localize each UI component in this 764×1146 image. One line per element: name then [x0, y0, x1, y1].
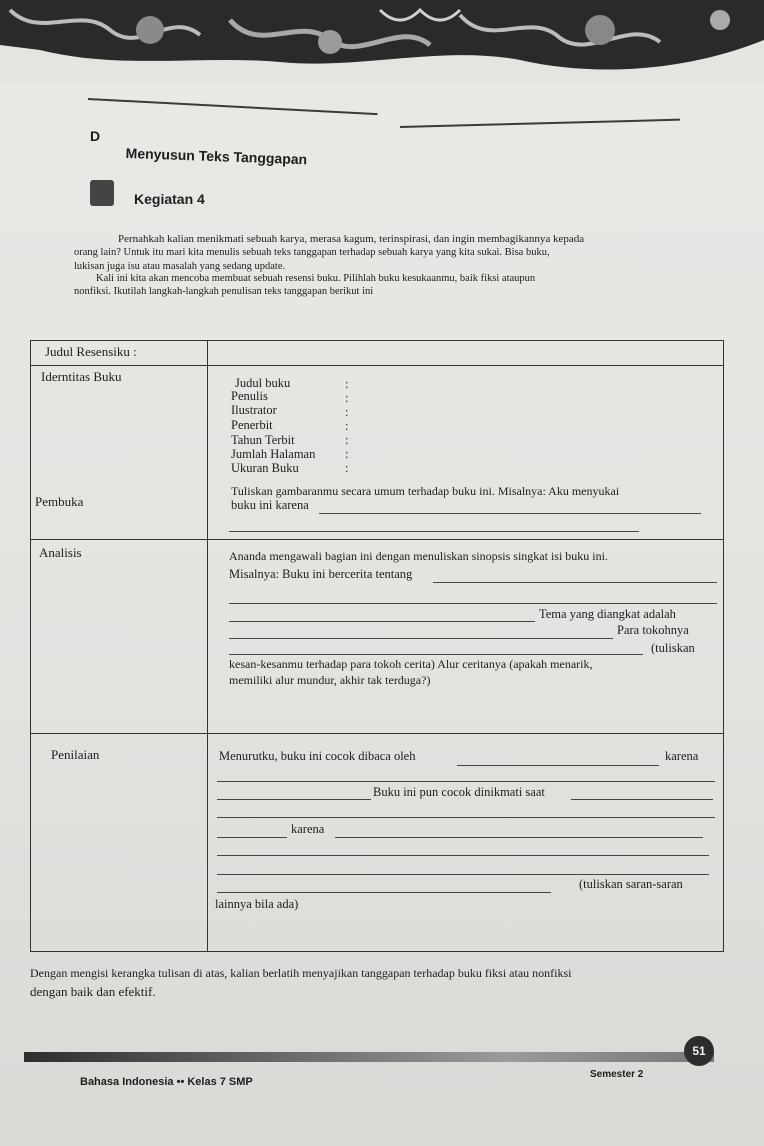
field-ukuran-buku: Ukuran Buku	[231, 461, 299, 475]
intro-line: lukisan juga isu atau masalah yang sedang update.	[74, 261, 286, 272]
blank-line	[229, 621, 535, 622]
blank-line	[217, 837, 287, 838]
analisis-line: Ananda mengawali bagian ini dengan menuliskan sinopsis singkat isi buku ini.	[229, 549, 608, 563]
intro-line: Kali ini kita akan mencoba membuat sebuah resensi buku. Pilihlah buku kesukaanmu, baik fiksi ataupun	[96, 273, 536, 284]
blank-line	[217, 855, 709, 856]
blank-line	[229, 603, 717, 604]
section-title: Menyusun Teks Tanggapan	[125, 145, 308, 168]
pembuka-label: Pembuka	[35, 494, 84, 509]
pembuka-line: Tuliskan gambaranmu secara umum terhadap buku ini. Misalnya: Aku menyukai	[231, 484, 620, 498]
intro-line: orang lain? Untuk itu mari kita menulis sebuah teks tanggapan terhadap sebuah karya yang kita sukai. Bisa buku,	[74, 247, 550, 258]
footer-band	[24, 1052, 714, 1062]
footer-book-title: Bahasa Indonesia •• Kelas 7 SMP	[80, 1076, 253, 1088]
section-letter: D	[90, 128, 101, 144]
blank-line	[229, 531, 639, 532]
field-separator: :	[345, 377, 349, 391]
identitas-label: Iderntitas Buku	[41, 369, 122, 384]
batik-banner-decoration	[0, 0, 764, 82]
judul-label: Judul Resensiku :	[45, 344, 137, 359]
pembuka-line: buku ini karena	[231, 498, 309, 512]
intro-line: Pernahkah kalian menikmati sebuah karya, merasa kagum, terinspirasi, dan ingin membagikannya kepada	[118, 233, 585, 245]
intro-line: nonfiksi. Ikutilah langkah-langkah penulisan teks tanggapan berikut ini	[74, 286, 374, 297]
analisis-line: Tema yang diangkat adalah	[539, 607, 676, 621]
footer-semester: Semester 2	[590, 1069, 644, 1080]
penilaian-line: karena	[665, 749, 699, 763]
penilaian-line: Menurutku, buku ini cocok dibaca oleh	[219, 749, 416, 763]
blank-line	[217, 799, 371, 800]
field-separator: :	[345, 405, 349, 419]
field-separator: :	[345, 391, 349, 405]
analisis-line: Para tokohnya	[617, 623, 689, 637]
field-separator: :	[345, 461, 349, 475]
activity-title: Kegiatan 4	[134, 191, 205, 207]
blank-line	[571, 799, 713, 800]
field-separator: :	[345, 447, 349, 461]
analisis-line: (tuliskan	[651, 641, 695, 655]
closing-line: Dengan mengisi kerangka tulisan di atas, kalian berlatih menyajikan tanggapan terhadap buku fiksi atau nonfiksi	[30, 966, 572, 980]
field-judul-buku: Judul buku	[235, 376, 291, 390]
penilaian-line: karena	[291, 822, 325, 836]
blank-line	[217, 892, 551, 893]
field-separator: :	[345, 433, 349, 447]
section-rule	[88, 98, 378, 115]
penilaian-line: (tuliskan saran-saran	[579, 877, 683, 891]
blank-line	[433, 582, 717, 583]
analisis-line: memiliki alur mundur, akhir tak terduga?)	[229, 673, 431, 687]
blank-line	[229, 638, 613, 639]
penilaian-label: Penilaian	[51, 747, 100, 762]
row-divider	[31, 539, 723, 540]
row-divider	[31, 733, 723, 734]
field-ilustrator: Ilustrator	[231, 403, 277, 417]
field-penulis: Penulis	[231, 389, 268, 403]
blank-line	[217, 874, 709, 875]
analisis-line: Misalnya: Buku ini bercerita tentang	[229, 567, 413, 581]
field-tahun-terbit: Tahun Terbit	[231, 433, 295, 447]
blank-line	[217, 817, 715, 818]
activity-book-icon	[90, 180, 114, 206]
blank-line	[335, 837, 703, 838]
review-table	[30, 340, 724, 952]
row-divider	[31, 365, 723, 366]
page-number: 51	[684, 1036, 714, 1066]
analisis-line: kesan-kesanmu terhadap para tokoh cerita) Alur ceritanya (apakah menarik,	[229, 657, 593, 671]
field-jumlah-halaman: Jumlah Halaman	[231, 447, 316, 461]
field-separator: :	[345, 419, 349, 433]
blank-line	[457, 765, 659, 766]
penilaian-line: lainnya bila ada)	[215, 897, 299, 911]
section-rule-right	[400, 119, 680, 128]
column-divider	[207, 341, 208, 951]
closing-line: dengan baik dan efektif.	[30, 984, 156, 999]
penilaian-line: Buku ini pun cocok dinikmati saat	[373, 785, 545, 799]
analisis-label: Analisis	[39, 545, 82, 560]
blank-line	[319, 513, 701, 514]
blank-line	[229, 654, 643, 655]
field-penerbit: Penerbit	[231, 418, 273, 432]
blank-line	[217, 781, 715, 782]
